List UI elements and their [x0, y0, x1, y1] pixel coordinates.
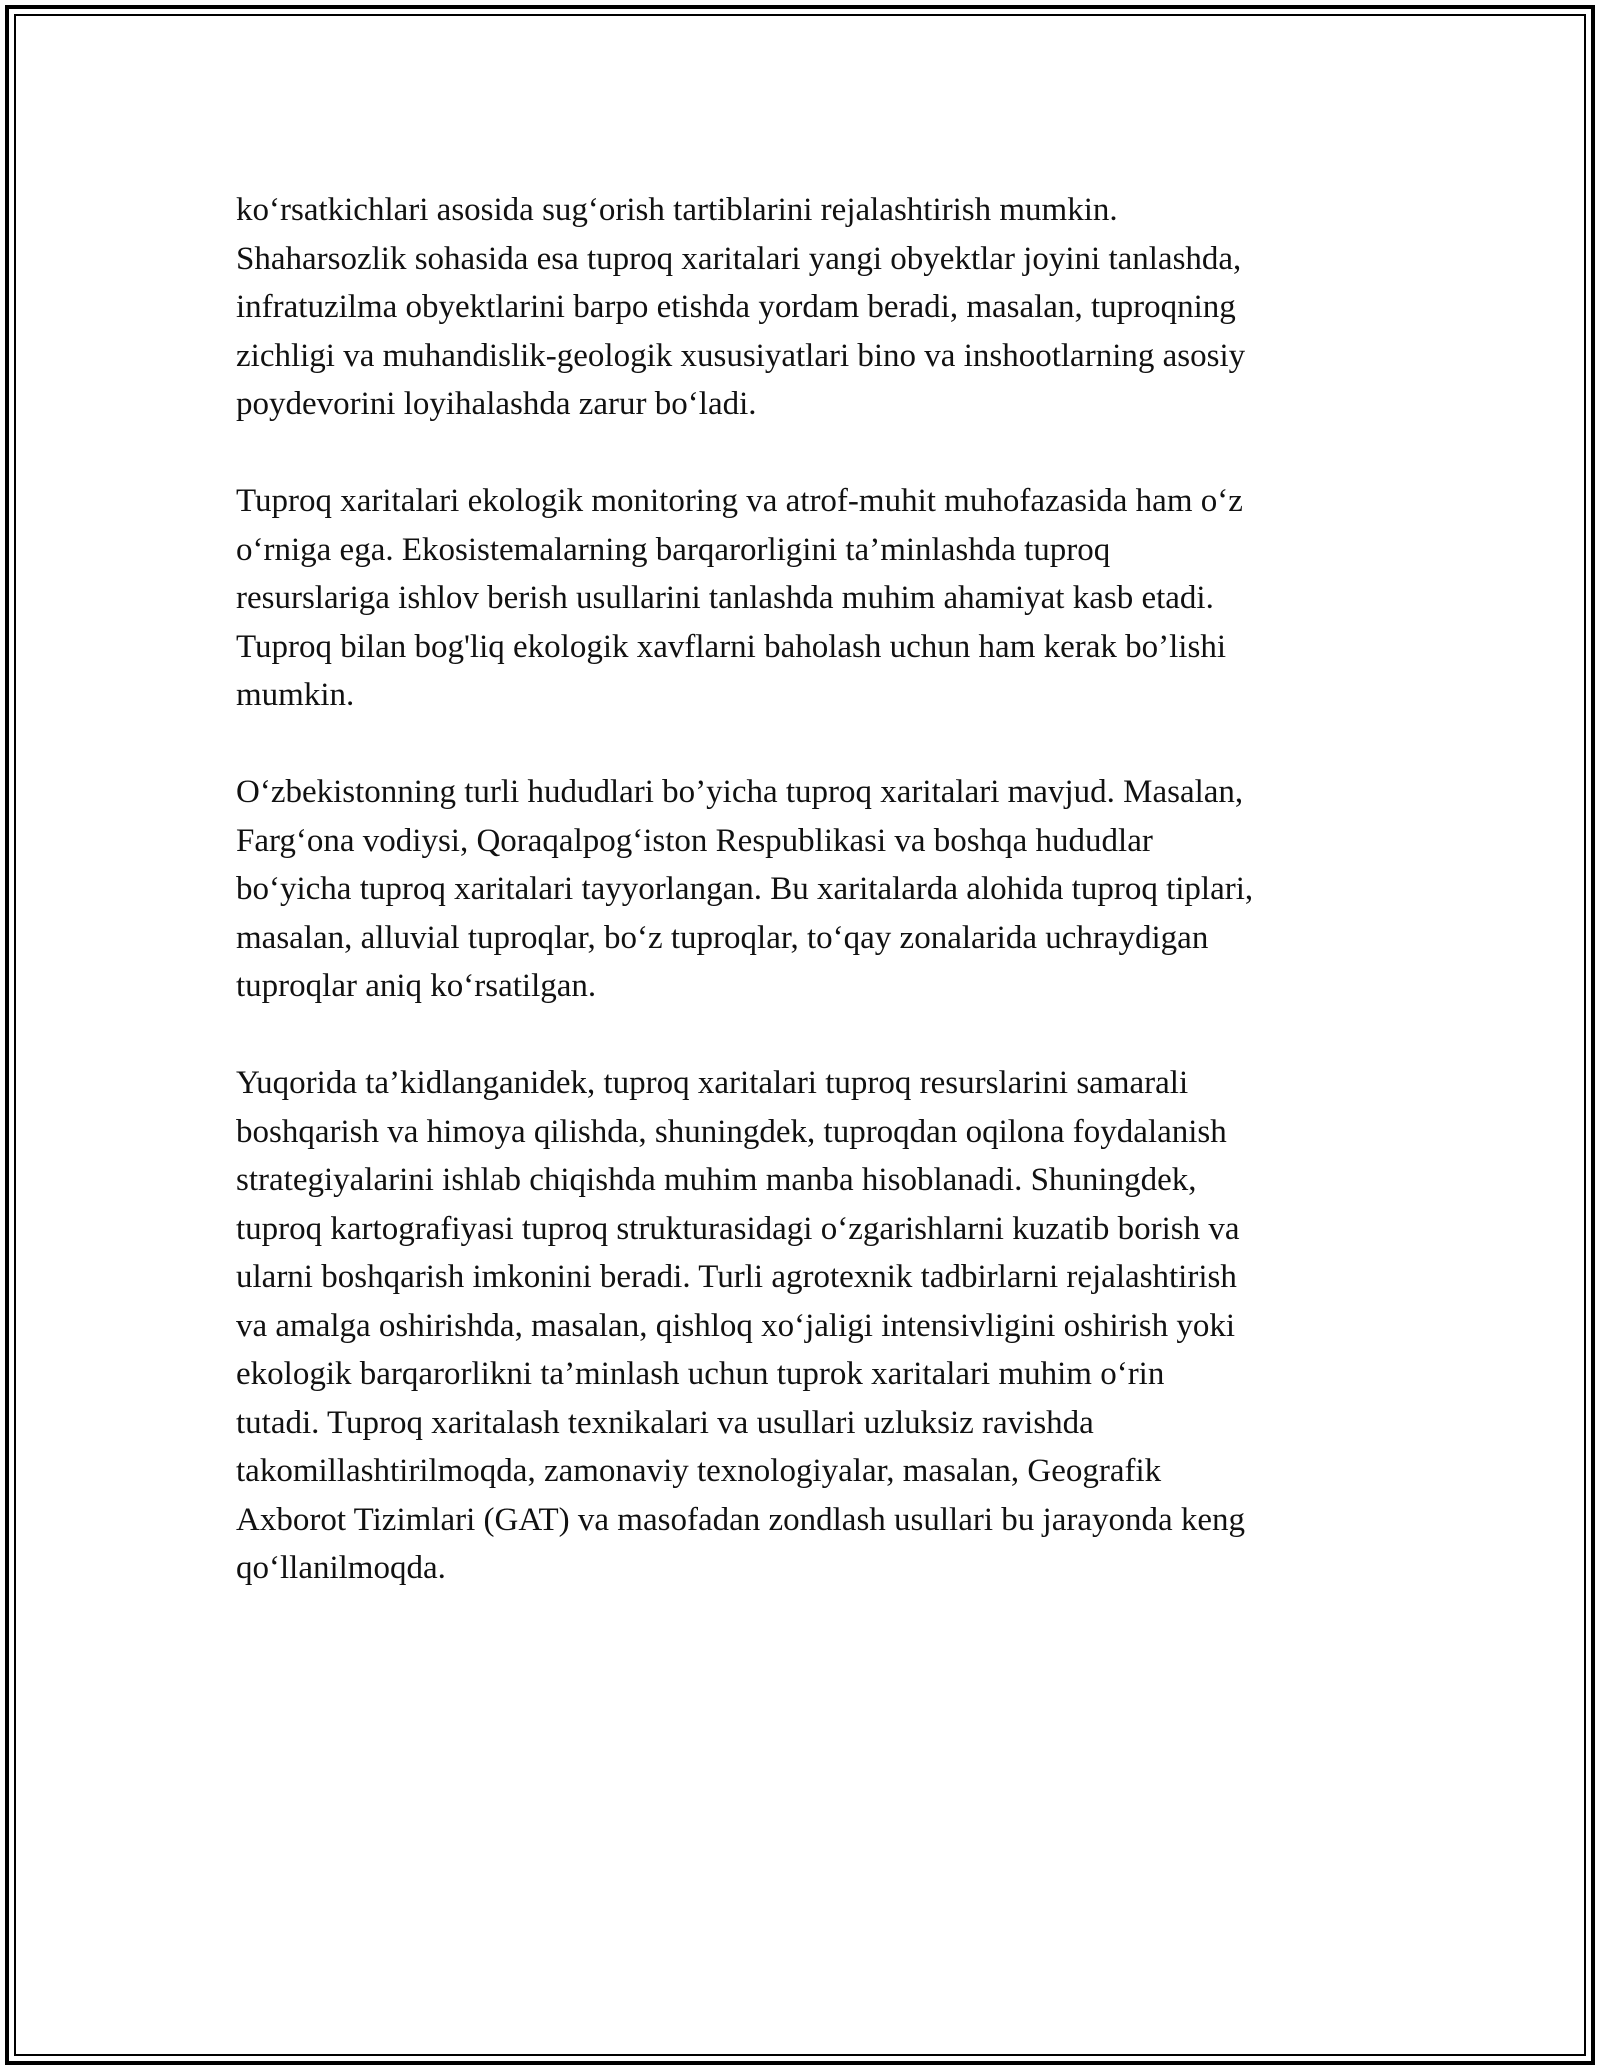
paragraph-2 — [236, 477, 1386, 720]
text-line: Axborot Tizimlari (GAT) va masofadan zondlash usullari bu jarayonda keng — [236, 1501, 1246, 1538]
text-line: ularni boshqarish imkonini beradi. Turli agrotexnik tadbirlarni rejalashtirish — [236, 1259, 1237, 1295]
text-line: qo‘llanilmoqda. — [236, 1550, 446, 1586]
paragraph-3 — [236, 768, 1386, 1011]
text-line: resurslariga ishlov berish usullarini tanlashda muhim ahamiyat kasb etadi. — [236, 580, 1214, 616]
text-line: Yuqorida ta’kidlanganidek, tuproq xaritalari tuproq resurslarini samarali — [236, 1065, 1189, 1101]
text-line: masalan, alluvial tuproqlar, bo‘z tuproqlar, to‘qay zonalarida uchraydigan — [236, 919, 1209, 956]
text-line: ekologik barqarorlikni ta’minlash uchun tuprok xaritalari muhim o‘rin — [236, 1356, 1165, 1392]
text-line: Farg‘ona vodiysi, Qoraqalpog‘iston Respublikasi va boshqa hududlar — [236, 822, 1153, 859]
text-line: takomillashtirilmoqda, zamonaviy texnologiyalar, masalan, Geografik — [236, 1453, 1162, 1489]
text-line: Shaharsozlik sohasida esa tuproq xaritalari yangi obyektlar joyini tanlashda, — [236, 240, 1242, 277]
text-line: boshqarish va himoya qilishda, shuningdek, tuproqdan oqilona foydalanish — [236, 1113, 1227, 1150]
text-line: zichligi va muhandislik-geologik xususiyatlari bino va inshootlarning asosiy — [236, 337, 1246, 374]
text-line: strategiyalarini ishlab chiqishda muhim manba hisoblanadi. Shuningdek, — [236, 1162, 1197, 1198]
text-line: poydevorini loyihalashda zarur bo‘ladi. — [236, 386, 757, 422]
text-line: ko‘rsatkichlari asosida sug‘orish tartiblarini rejalashtirish mumkin. — [236, 192, 1118, 228]
text-line: mumkin. — [236, 677, 355, 713]
document-body — [236, 186, 1386, 1641]
paragraph-1 — [236, 186, 1386, 429]
text-line: va amalga oshirishda, masalan, qishloq xo‘jaligi intensivligini oshirish yoki — [236, 1307, 1236, 1344]
paragraph-4 — [236, 1059, 1386, 1593]
text-line: tuproq kartografiyasi tuproq strukturasidagi o‘zgarishlarni kuzatib borish va — [236, 1210, 1240, 1247]
text-line: tuproqlar aniq ko‘rsatilgan. — [236, 968, 597, 1004]
text-line: Tuproq bilan bog'liq ekologik xavflarni baholash uchun ham kerak bo’lishi — [236, 628, 1226, 665]
text-line: o‘rniga ega. Ekosistemalarning barqarorligini ta’minlashda tuproq — [236, 531, 1111, 568]
text-line: Tuproq xaritalari ekologik monitoring va atrof-muhit muhofazasida ham o‘z — [236, 483, 1243, 519]
text-line: tutadi. Tuproq xaritalash texnikalari va usullari uzluksiz ravishda — [236, 1404, 1094, 1441]
text-line: O‘zbekistonning turli hududlari bo’yicha tuproq xaritalari mavjud. Masalan, — [236, 774, 1244, 810]
text-line: infratuzilma obyektlarini barpo etishda yordam beradi, masalan, tuproqning — [236, 289, 1236, 325]
text-line: bo‘yicha tuproq xaritalari tayyorlangan. Bu xaritalarda alohida tuproq tiplari, — [236, 871, 1254, 907]
